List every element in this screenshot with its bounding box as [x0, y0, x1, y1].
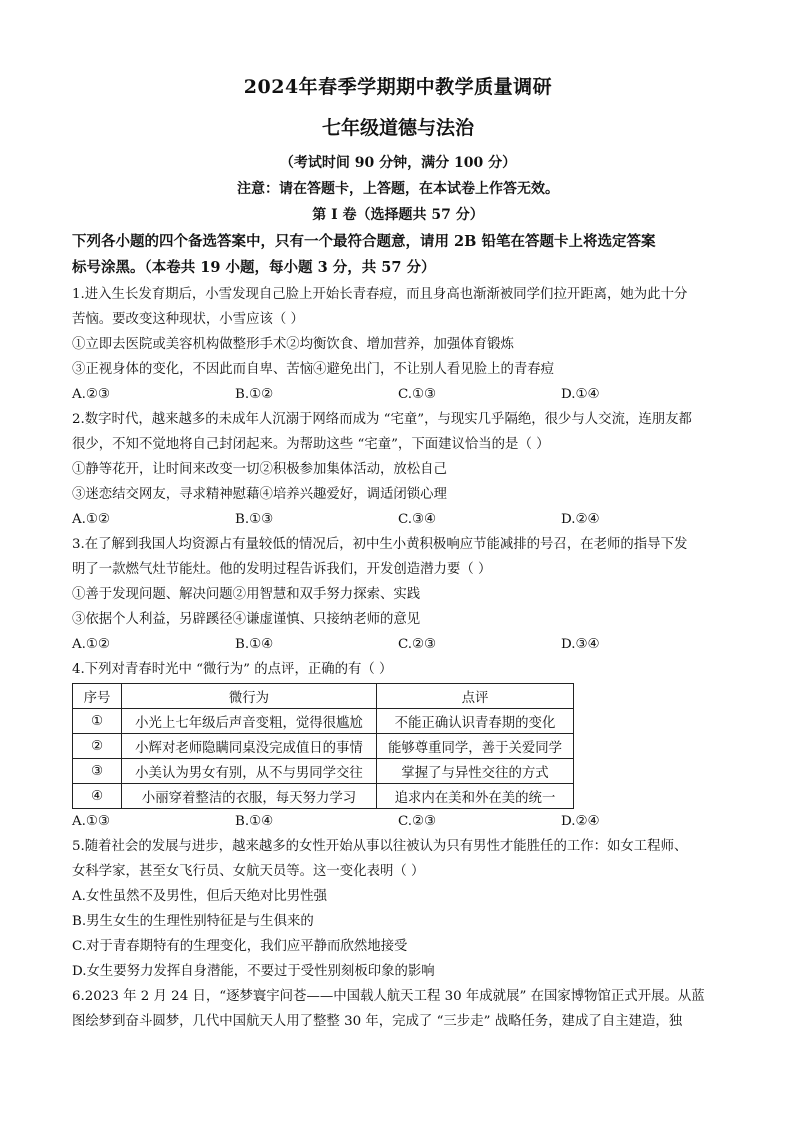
instruction-line: 下列各小题的四个备选答案中，只有一个最符合题意，请用 2B 铅笔在答题卡上将选定答案 [72, 233, 656, 250]
table-cell: ② [73, 734, 122, 759]
option-d[interactable]: D.②④ [561, 512, 600, 527]
question-stem: 苦恼。要改变这种现状，小雪应该（ ） [72, 312, 304, 327]
table-cell: 掌握了与异性交往的方式 [377, 759, 574, 784]
table-header-row [73, 684, 574, 709]
table-row [73, 759, 574, 784]
question-1 [72, 282, 724, 407]
question-stem: 明了一款燃气灶节能灶。他的发明过程告诉我们，开发创造潜力要（ ） [72, 562, 492, 577]
question-item: ①静等花开，让时间来改变一切②积极参加集体活动，放松自己 [72, 462, 447, 477]
table-header: 点评 [377, 684, 574, 709]
table-cell: 小辉对老师隐瞒同桌没完成值日的事情 [122, 734, 377, 759]
table-cell: 追求内在美和外在美的统一 [377, 784, 574, 809]
question-stem: 3.在了解到我国人均资源占有量较低的情况后，初中生小黄积极响应节能减排的号召，在老师的指导下发 [72, 537, 688, 552]
question-item: ③依据个人利益，另辟蹊径④谦虚谨慎、只接纳老师的意见 [72, 612, 421, 627]
answer-options [72, 507, 724, 532]
answer-options [72, 382, 724, 407]
question-stem: 很少，不知不觉地将自己封闭起来。为帮助这些 “宅童”，下面建议恰当的是（ ） [72, 437, 550, 452]
table-header: 微行为 [122, 684, 377, 709]
subject-title: 七年级道德与法治 [321, 117, 474, 139]
option-a[interactable]: A.①③ [72, 814, 110, 829]
option-c[interactable]: C.①③ [398, 387, 437, 402]
table-cell: 小丽穿着整洁的衣服，每天努力学习 [122, 784, 377, 809]
question-item: ①善于发现问题、解决问题②用智慧和双手努力探索、实践 [72, 587, 421, 602]
option-a[interactable]: A.①② [72, 637, 110, 652]
exam-title: 2024年春季学期期中教学质量调研 [243, 76, 553, 98]
question-stem: 图绘梦到奋斗圆梦，几代中国航天人用了整整 30 年，完成了 “三步走” 战略任务，建成了自主建造，独 [72, 1014, 683, 1029]
table-cell: ④ [73, 784, 122, 809]
question-4 [72, 657, 724, 834]
question-item: ①立即去医院或美容机构做整形手术②均衡饮食、增加营养，加强体育锻炼 [72, 337, 514, 352]
option-b[interactable]: B.①④ [235, 814, 274, 829]
question-2 [72, 407, 724, 532]
table-cell: ③ [73, 759, 122, 784]
option-a[interactable]: A.①② [72, 512, 110, 527]
option-b[interactable]: B.①③ [235, 512, 274, 527]
option-a[interactable]: A.②③ [72, 387, 110, 402]
option-c[interactable]: C.③④ [398, 512, 437, 527]
answer-options [72, 632, 724, 657]
table-row [73, 784, 574, 809]
table-row [73, 734, 574, 759]
answer-options [72, 809, 724, 834]
table-cell: 不能正确认识青春期的变化 [377, 709, 574, 734]
option-b[interactable]: B.男生女生的生理性别特征是与生俱来的 [72, 914, 314, 929]
table-cell: 小美认为男女有别，从不与男同学交往 [122, 759, 377, 784]
question-stem: 4.下列对青春时光中 “微行为” 的点评，正确的有（ ） [72, 662, 393, 677]
question-stem: 6.2023 年 2 月 24 日，“逐梦寰宇问苍——中国载人航天工程 30 年成就展” 在国家博物馆正式开展。从蓝 [72, 989, 705, 1004]
option-a[interactable]: A.女性虽然不及男性，但后天绝对比男性强 [72, 889, 327, 904]
question-stem: 女科学家，甚至女飞行员、女航天员等。这一变化表明（ ） [72, 864, 425, 879]
table-cell: 小光上七年级后声音变粗，觉得很尴尬 [122, 709, 377, 734]
notice: 注意：请在答题卡，上答题，在本试卷上作答无效。 [237, 181, 559, 197]
question-stem: 2.数字时代，越来越多的未成年人沉溺于网络而成为 “宅童”，与现实几乎隔绝，很少与人交流，连朋友都 [72, 412, 692, 427]
question-3 [72, 532, 724, 657]
table-cell: ① [73, 709, 122, 734]
question-6 [72, 984, 724, 1034]
question-item: ③迷恋结交网友，寻求精神慰藉④培养兴趣爱好，调适闭锁心理 [72, 487, 447, 502]
question-5 [72, 834, 724, 984]
table-header: 序号 [73, 684, 122, 709]
behavior-table [72, 683, 574, 809]
section-title: 第 I 卷（选择题共 57 分） [312, 207, 484, 223]
time-info: （考试时间 90 分钟，满分 100 分） [279, 155, 517, 171]
option-c[interactable]: C.②③ [398, 637, 437, 652]
table-row [73, 709, 574, 734]
instruction-line: 标号涂黑。（本卷共 19 小题，每小题 3 分，共 57 分） [72, 259, 436, 276]
table-cell: 能够尊重同学，善于关爱同学 [377, 734, 574, 759]
option-d[interactable]: D.女生要努力发挥自身潜能，不要过于受性别刻板印象的影响 [72, 964, 435, 979]
option-b[interactable]: B.①② [235, 387, 274, 402]
question-item: ③正视身体的变化，不因此而自卑、苦恼④避免出门，不让别人看见脸上的青春痘 [72, 362, 555, 377]
option-d[interactable]: D.②④ [561, 814, 600, 829]
question-stem: 1.进入生长发育期后，小雪发现自己脸上开始长青春痘，而且身高也渐渐被同学们拉开距离，她为此十分 [72, 287, 688, 302]
instructions [72, 230, 724, 280]
option-c[interactable]: C.②③ [398, 814, 437, 829]
question-stem: 5.随着社会的发展与进步，越来越多的女性开始从事以往被认为只有男性才能胜任的工作：如女工程师、 [72, 839, 688, 854]
option-d[interactable]: D.①④ [561, 387, 600, 402]
option-b[interactable]: B.①④ [235, 637, 274, 652]
option-d[interactable]: D.③④ [561, 637, 600, 652]
option-c[interactable]: C.对于青春期特有的生理变化，我们应平静而欣然地接受 [72, 939, 408, 954]
